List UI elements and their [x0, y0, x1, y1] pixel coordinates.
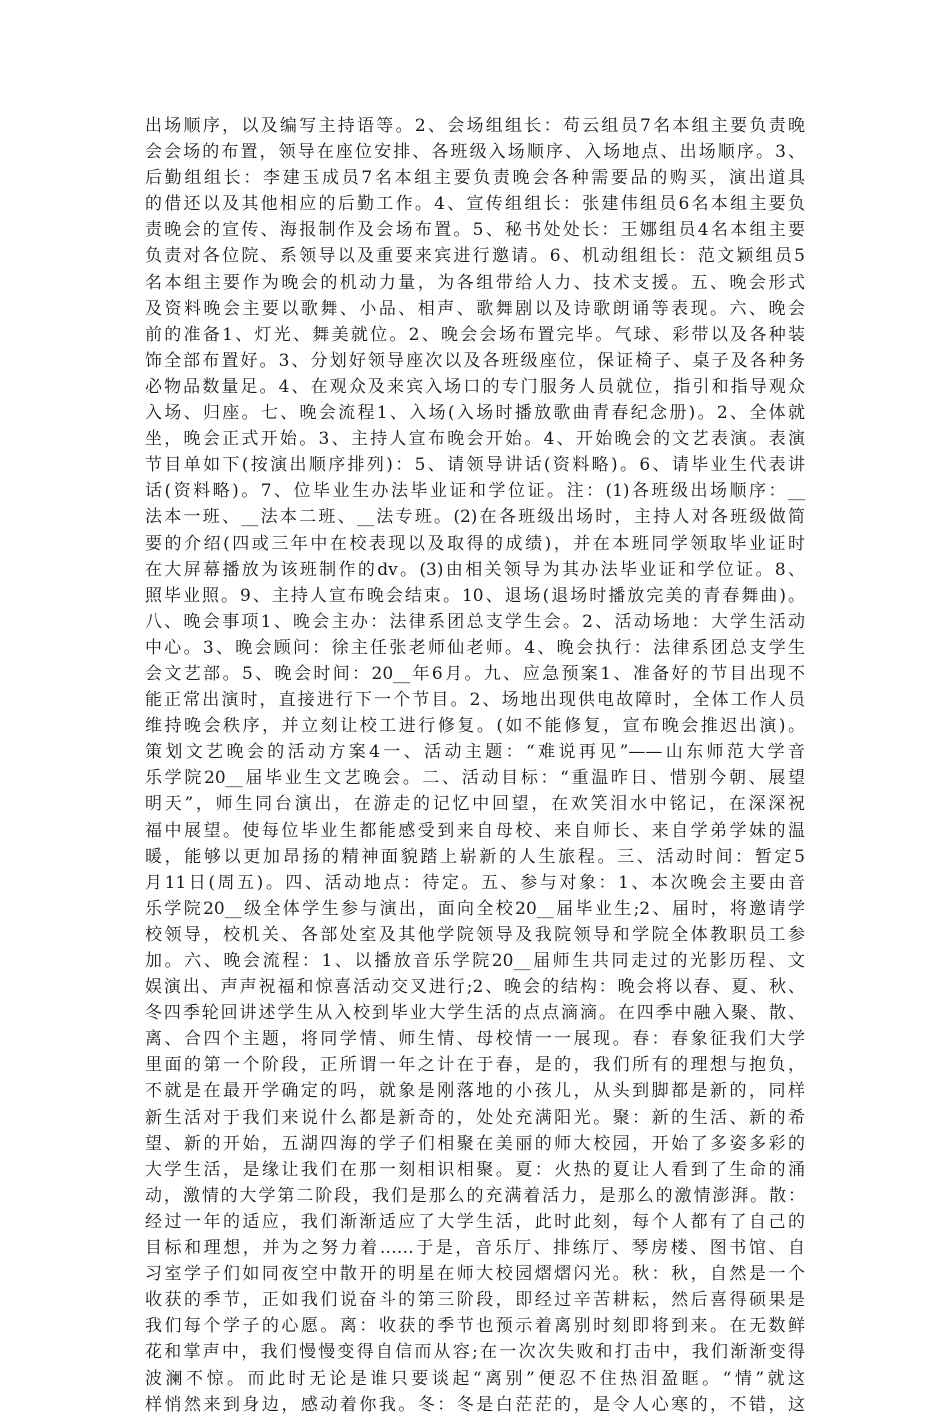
text-line: 法本一班、__法本二班、__法专班。(2)在各班级出场时，主持人对各班级做简	[145, 507, 805, 528]
text-line: 波澜不惊。而此时无论是谁只要谈起“离别”便忍不住热泪盈眶。“情”就这	[145, 1368, 805, 1389]
text-line: 出场顺序，以及编写主持语等。2、会场组组长：苟云组员7名本组主要负责晚	[145, 116, 805, 136]
text-line: 及资料晚会主要以歌舞、小品、相声、歌舞剧以及诗歌朗诵等表现。六、晚会	[145, 298, 805, 319]
text-line: 必物品数量足。4、在观众及来宾入场口的专门服务人员就位，指引和指导观众	[145, 376, 805, 397]
text-line: 要的介绍(四或三年中在校表现以及取得的成绩)，并在本班同学领取毕业证时	[145, 533, 805, 554]
text-line: 乐学院20__级全体学生参与演出，面向全校20__届毕业生;2、届时，将邀请学	[145, 898, 805, 919]
text-line: 责晚会的宣传、海报制作及会场布置。5、秘书处处长：王娜组员4名本组主要	[145, 220, 805, 241]
text-line: 动，激情的大学第二阶段，我们是那么的充满着活力，是那么的激情澎湃。散：	[145, 1185, 805, 1206]
text-line: 节目单如下(按演出顺序排列)：5、请领导讲话(资料略)。6、请毕业生代表讲	[145, 455, 805, 476]
text-line: 后勤组组长：李建玉成员7名本组主要负责晚会各种需要品的购买，演出道具	[145, 168, 805, 189]
text-line: 的借还以及其他相应的后勤工作。4、宣传组组长：张建伟组员6名本组主要负	[145, 194, 805, 215]
text-line: 中心。3、晚会顾问：徐主任张老师仙老师。4、晚会执行：法律系团总支学生	[145, 637, 805, 658]
text-line: 校领导，校机关、各部处室及其他学院领导及我院领导和学院全体教职员工参	[145, 924, 805, 945]
text-line: 能正常出演时，直接进行下一个节目。2、场地出现供电故障时，全体工作人员	[145, 690, 805, 711]
text-line: 冬四季轮回讲述学生从入校到毕业大学生活的点点滴滴。在四季中融入聚、散、	[145, 1003, 805, 1024]
text-line: 明天”，师生同台演出，在游走的记忆中回望，在欢笑泪水中铭记，在深深祝	[145, 794, 805, 815]
text-line: 暖，能够以更加昂扬的精神面貌踏上崭新的人生旅程。三、活动时间：暂定5	[145, 846, 805, 867]
text-line: 里面的第一个阶段，正所谓一年之计在于春，是的，我们所有的理想与抱负，	[145, 1055, 805, 1076]
text-line: 照毕业照。9、主持人宣布晚会结束。10、退场(退场时播放完美的青春舞曲)。	[145, 585, 805, 606]
text-line: 我们每个学子的心愿。离：收获的季节也预示着离别时刻即将到来。在无数鲜	[145, 1316, 805, 1337]
text-line: 策划文艺晚会的活动方案4一、活动主题：“难说再见”——山东师范大学音	[145, 742, 805, 763]
text-line: 在大屏幕播放为该班制作的dv。(3)由相关领导为其办法毕业证和学位证。8、	[145, 559, 805, 580]
text-line: 八、晚会事项1、晚会主办：法律系团总支学生会。2、活动场地：大学生活动	[145, 611, 805, 632]
text-line: 饰全部布置好。3、分划好领导座次以及各班级座位，保证椅子、桌子及各种务	[145, 350, 805, 371]
text-line: 会文艺部。5、晚会时间：20__年6月。九、应急预案1、准备好的节目出现不	[145, 663, 805, 684]
text-line: 话(资料略)。7、位毕业生办法毕业证和学位证。注：(1)各班级出场顺序：__	[145, 481, 805, 502]
text-line: 经过一年的适应，我们渐渐适应了大学生活，此时此刻，每个人都有了自己的	[145, 1211, 805, 1232]
text-line: 大学生活，是缘让我们在那一刻相识相聚。夏：火热的夏让人看到了生命的涌	[145, 1159, 805, 1180]
text-line: 入场、归座。七、晚会流程1、入场(入场时播放歌曲青春纪念册)。2、全体就	[145, 403, 805, 424]
text-line: 加。六、晚会流程：1、以播放音乐学院20__届师生共同走过的光影历程、文	[145, 951, 805, 971]
text-line: 目标和理想，并为之努力着……于是，音乐厅、排练厅、琴房楼、图书馆、自	[145, 1238, 805, 1259]
text-line: 维持晚会秩序，并立刻让校工进行修复。(如不能修复，宣布晚会推迟出演)。	[145, 716, 805, 737]
text-line: 名本组主要作为晚会的机动力量，为各组带给人力、技术支援。五、晚会形式	[145, 272, 805, 293]
text-line: 样悄然来到身边，感动着你我。冬：冬是白茫茫的，是令人心寒的，不错，这	[145, 1394, 805, 1415]
text-line: 离、合四个主题，将同学情、师生情、母校情一一展现。春：春象征我们大学	[145, 1029, 805, 1050]
text-line: 负责对各位院、系领导以及重要来宾进行邀请。6、机动组组长：范文颖组员5	[145, 246, 805, 267]
text-line: 不就是在最开学确定的吗，就象是刚落地的小孩儿，从头到脚都是新的，同样	[145, 1081, 805, 1102]
text-line: 前的准备1、灯光、舞美就位。2、晚会会场布置完毕。气球、彩带以及各种装	[145, 324, 805, 345]
text-line: 娱演出、声声祝福和惊喜活动交叉进行;2、晚会的结构：晚会将以春、夏、秋、	[145, 977, 805, 998]
text-line: 乐学院20__届毕业生文艺晚会。二、活动目标：“重温昨日、惜别今朝、展望	[145, 768, 805, 789]
text-line: 习室学子们如同夜空中散开的明星在师大校园熠熠闪光。秋：秋，自然是一个	[145, 1264, 805, 1285]
text-line: 望、新的开始，五湖四海的学子们相聚在美丽的师大校园，开始了多姿多彩的	[145, 1133, 805, 1154]
text-line: 月11日(周五)。四、活动地点：待定。五、参与对象：1、本次晚会主要由音	[145, 872, 805, 893]
text-line: 福中展望。使每位毕业生都能感受到来自母校、来自师长、来自学弟学妹的温	[145, 820, 805, 841]
text-line: 会会场的布置，领导在座位安排、各班级入场顺序、入场地点、出场顺序。3、	[145, 142, 805, 163]
text-line: 花和掌声中，我们慢慢变得自信而从容;在一次次失败和打击中，我们渐渐变得	[145, 1342, 805, 1363]
text-line: 收获的季节，正如我们说奋斗的第三阶段，即经过辛苦耕耘，然后喜得硕果是	[145, 1290, 805, 1311]
text-line: 新生活对于我们来说什么都是新奇的，处处充满阳光。聚：新的生活、新的希	[145, 1107, 805, 1128]
document-body	[145, 113, 805, 1418]
text-line: 坐，晚会正式开始。3、主持人宣布晚会开始。4、开始晚会的文艺表演。表演	[145, 429, 805, 450]
